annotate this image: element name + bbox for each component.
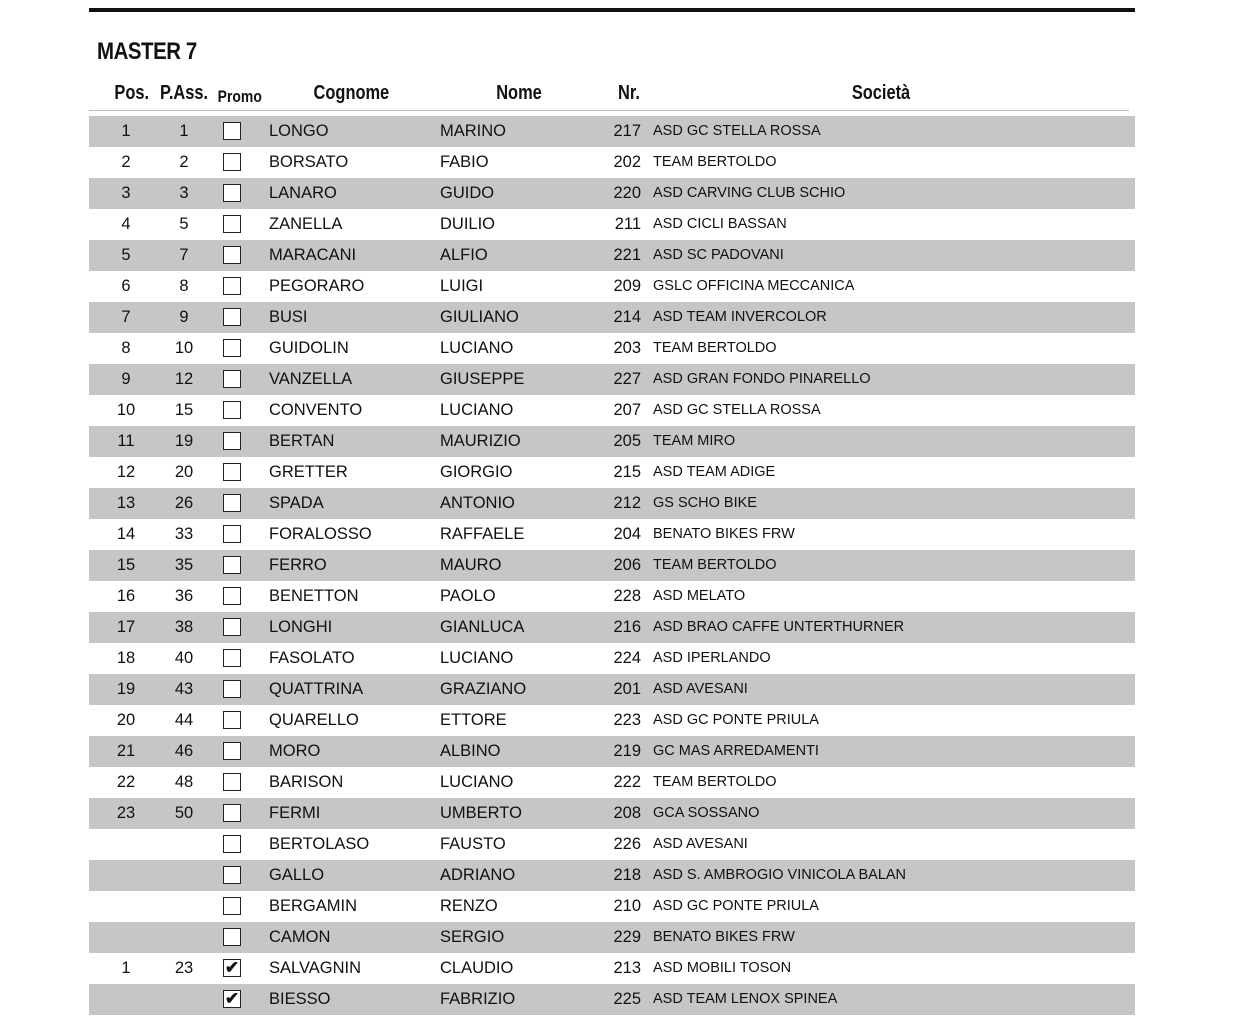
table-row [89, 953, 1135, 984]
cognome-cell: BENETTON [269, 587, 359, 605]
promo-checkbox[interactable] [223, 649, 241, 667]
societa-cell: ASD GC PONTE PRIULA [653, 898, 819, 914]
nr-cell: 220 [613, 184, 641, 202]
table-row [89, 891, 1135, 922]
pos-cell [105, 829, 147, 860]
societa-cell: ASD CARVING CLUB SCHIO [653, 185, 846, 201]
table-row [89, 488, 1135, 519]
nr-cell: 210 [613, 897, 641, 915]
nome-cell: MARINO [440, 122, 506, 140]
nr-cell: 223 [613, 711, 641, 729]
page-title: MASTER 7 [97, 38, 197, 65]
promo-checkbox[interactable] [223, 370, 241, 388]
table-row [89, 798, 1135, 829]
table-row [89, 922, 1135, 953]
check-icon: ✔ [224, 989, 240, 1008]
table-row [89, 147, 1135, 178]
table-row [89, 984, 1135, 1015]
nr-cell: 203 [613, 339, 641, 357]
nome-cell: LUIGI [440, 277, 484, 295]
nome-cell: GRAZIANO [440, 680, 527, 698]
table-row [89, 178, 1135, 209]
pass-cell: 19 [174, 432, 194, 450]
pass-cell [163, 829, 205, 860]
societa-cell: ASD GC STELLA ROSSA [653, 123, 821, 139]
pos-cell: 15 [116, 556, 136, 574]
pass-cell: 44 [174, 711, 194, 729]
nome-cell: CLAUDIO [440, 959, 514, 977]
nr-cell: 209 [613, 277, 641, 295]
pos-cell: 16 [116, 587, 136, 605]
nome-cell: LUCIANO [440, 401, 514, 419]
pos-cell [105, 860, 147, 891]
pos-cell: 23 [116, 804, 136, 822]
cognome-cell: FASOLATO [269, 649, 355, 667]
promo-checkbox[interactable] [223, 928, 241, 946]
nr-cell: 227 [613, 370, 641, 388]
nr-cell: 204 [613, 525, 641, 543]
promo-checkbox[interactable] [223, 277, 241, 295]
table-row [89, 302, 1135, 333]
societa-cell: ASD MOBILI TOSON [653, 960, 792, 976]
pos-cell [105, 922, 147, 953]
top-rule [89, 8, 1135, 12]
pass-cell [163, 891, 205, 922]
pos-cell: 3 [121, 184, 131, 202]
pass-cell: 3 [179, 184, 189, 202]
societa-cell: ASD TEAM INVERCOLOR [653, 309, 827, 325]
nr-cell: 202 [613, 153, 641, 171]
promo-checkbox[interactable] [223, 339, 241, 357]
promo-checkbox[interactable] [223, 835, 241, 853]
pos-cell: 17 [116, 618, 136, 636]
table-row [89, 209, 1135, 240]
nr-cell: 224 [613, 649, 641, 667]
promo-checkbox[interactable] [223, 153, 241, 171]
societa-cell: GCA SOSSANO [653, 805, 760, 821]
societa-cell: ASD IPERLANDO [653, 650, 771, 666]
promo-checkbox[interactable] [223, 463, 241, 481]
cognome-cell: QUARELLO [269, 711, 359, 729]
nr-cell: 211 [614, 215, 641, 233]
nome-cell: FABIO [440, 153, 489, 171]
pos-cell: 14 [116, 525, 136, 543]
promo-checkbox[interactable] [223, 525, 241, 543]
nr-cell: 225 [613, 990, 641, 1008]
nome-cell: ETTORE [440, 711, 507, 729]
pass-cell: 20 [174, 463, 194, 481]
pass-cell: 7 [179, 246, 189, 264]
nr-cell: 213 [613, 959, 641, 977]
pass-cell: 33 [174, 525, 194, 543]
nr-cell: 205 [613, 432, 641, 450]
promo-checkbox[interactable] [223, 122, 241, 140]
pos-cell: 13 [116, 494, 136, 512]
societa-cell: TEAM MIRO [653, 433, 736, 449]
nr-cell: 208 [613, 804, 641, 822]
pos-cell [105, 984, 147, 1015]
promo-checkbox[interactable] [223, 680, 241, 698]
promo-checkbox[interactable] [223, 308, 241, 326]
table-row [89, 829, 1135, 860]
cognome-cell: SALVAGNIN [269, 959, 361, 977]
nr-cell: 212 [613, 494, 641, 512]
cognome-cell: BARISON [269, 773, 344, 791]
cognome-cell: PEGORARO [269, 277, 365, 295]
promo-checkbox[interactable] [223, 742, 241, 760]
promo-checkbox[interactable] [223, 990, 241, 1008]
promo-checkbox[interactable] [223, 494, 241, 512]
pos-cell: 1 [121, 122, 131, 140]
cognome-cell: BERGAMIN [269, 897, 358, 915]
pass-cell: 26 [174, 494, 194, 512]
nome-cell: LUCIANO [440, 649, 514, 667]
pos-cell: 11 [117, 432, 135, 450]
table-row [89, 705, 1135, 736]
cognome-cell: LANARO [269, 184, 337, 202]
table-row [89, 426, 1135, 457]
table-row [89, 395, 1135, 426]
table-row [89, 550, 1135, 581]
nr-cell: 217 [613, 122, 641, 140]
nome-cell: ALBINO [440, 742, 501, 760]
cognome-cell: FERRO [269, 556, 327, 574]
societa-cell: ASD TEAM ADIGE [653, 464, 776, 480]
societa-cell: ASD BRAO CAFFE UNTERTHURNER [653, 619, 905, 635]
header-cognome: Cognome [313, 82, 390, 104]
table-row [89, 364, 1135, 395]
promo-checkbox[interactable] [223, 432, 241, 450]
nr-cell: 222 [613, 773, 641, 791]
cognome-cell: BIESSO [269, 990, 331, 1008]
nome-cell: FAUSTO [440, 835, 506, 853]
societa-cell: ASD S. AMBROGIO VINICOLA BALAN [653, 867, 907, 883]
promo-checkbox[interactable] [223, 618, 241, 636]
nome-cell: GIORGIO [440, 463, 513, 481]
cognome-cell: BUSI [269, 308, 308, 326]
cognome-cell: BERTOLASO [269, 835, 370, 853]
pass-cell: 12 [174, 370, 194, 388]
cognome-cell: GRETTER [269, 463, 348, 481]
societa-cell: GSLC OFFICINA MECCANICA [653, 278, 855, 294]
table-row [89, 736, 1135, 767]
promo-checkbox[interactable] [223, 959, 241, 977]
cognome-cell: CONVENTO [269, 401, 363, 419]
nr-cell: 226 [613, 835, 641, 853]
pos-cell: 12 [116, 463, 136, 481]
societa-cell: GS SCHO BIKE [653, 495, 757, 511]
header-pos: Pos. [114, 82, 150, 104]
nome-cell: LUCIANO [440, 339, 514, 357]
pass-cell: 40 [174, 649, 194, 667]
promo-checkbox[interactable] [223, 711, 241, 729]
societa-cell: ASD CICLI BASSAN [653, 216, 787, 232]
nome-cell: ALFIO [440, 246, 488, 264]
promo-checkbox[interactable] [223, 215, 241, 233]
promo-checkbox[interactable] [223, 401, 241, 419]
pass-cell: 46 [174, 742, 194, 760]
nome-cell: ANTONIO [440, 494, 515, 512]
pass-cell: 43 [174, 680, 194, 698]
table-row [89, 457, 1135, 488]
societa-cell: TEAM BERTOLDO [653, 340, 777, 356]
table-row [89, 240, 1135, 271]
nome-cell: GIULIANO [440, 308, 519, 326]
nome-cell: RENZO [440, 897, 498, 915]
societa-cell: TEAM BERTOLDO [653, 557, 777, 573]
pos-cell: 1 [121, 959, 131, 977]
nr-cell: 214 [613, 308, 641, 326]
cognome-cell: GALLO [269, 866, 325, 884]
cognome-cell: QUATTRINA [269, 680, 364, 698]
table-row [89, 116, 1135, 147]
pos-cell: 8 [121, 339, 131, 357]
header-pass: P.Ass. [160, 82, 209, 104]
cognome-cell: FERMI [269, 804, 321, 822]
promo-checkbox[interactable] [223, 587, 241, 605]
nome-cell: SERGIO [440, 928, 505, 946]
pos-cell: 10 [116, 401, 136, 419]
nome-cell: GIANLUCA [440, 618, 525, 636]
pos-cell: 9 [121, 370, 131, 388]
pass-cell: 10 [174, 339, 194, 357]
nome-cell: MAURO [440, 556, 502, 574]
table-row [89, 333, 1135, 364]
promo-checkbox[interactable] [223, 556, 241, 574]
promo-checkbox[interactable] [223, 246, 241, 264]
societa-cell: ASD GC STELLA ROSSA [653, 402, 821, 418]
societa-cell: TEAM BERTOLDO [653, 154, 777, 170]
header-nr: Nr. [618, 82, 640, 104]
table-row [89, 860, 1135, 891]
header-nome: Nome [496, 82, 542, 104]
table-row [89, 519, 1135, 550]
pass-cell: 38 [174, 618, 194, 636]
promo-checkbox[interactable] [223, 866, 241, 884]
societa-cell: ASD TEAM LENOX SPINEA [653, 991, 838, 1007]
pos-cell: 19 [116, 680, 136, 698]
cognome-cell: LONGO [269, 122, 329, 140]
societa-cell: ASD AVESANI [653, 681, 748, 697]
nr-cell: 229 [613, 928, 641, 946]
pass-cell: 9 [179, 308, 189, 326]
cognome-cell: MARACANI [269, 246, 357, 264]
table-row [89, 612, 1135, 643]
pass-cell: 48 [174, 773, 194, 791]
cognome-cell: CAMON [269, 928, 331, 946]
check-icon: ✔ [224, 958, 240, 977]
nr-cell: 201 [613, 680, 641, 698]
table-row [89, 767, 1135, 798]
pos-cell: 5 [121, 246, 131, 264]
cognome-cell: SPADA [269, 494, 324, 512]
pos-cell: 20 [116, 711, 136, 729]
nr-cell: 216 [613, 618, 641, 636]
nome-cell: PAOLO [440, 587, 496, 605]
pass-cell: 50 [174, 804, 194, 822]
pass-cell [163, 922, 205, 953]
nome-cell: GIUSEPPE [440, 370, 525, 388]
pass-cell: 35 [174, 556, 194, 574]
pos-cell: 6 [121, 277, 131, 295]
table-row [89, 581, 1135, 612]
table-row [89, 674, 1135, 705]
societa-cell: ASD AVESANI [653, 836, 748, 852]
nome-cell: ADRIANO [440, 866, 516, 884]
pass-cell: 1 [179, 122, 189, 140]
societa-cell: TEAM BERTOLDO [653, 774, 777, 790]
societa-cell: ASD SC PADOVANI [653, 247, 784, 263]
header-divider [89, 110, 1129, 111]
promo-checkbox[interactable] [223, 804, 241, 822]
nome-cell: RAFFAELE [440, 525, 525, 543]
nr-cell: 221 [613, 246, 641, 264]
table-row [89, 271, 1135, 302]
societa-cell: GC MAS ARREDAMENTI [653, 743, 819, 759]
promo-checkbox[interactable] [223, 897, 241, 915]
header-promo: Promo [217, 87, 262, 106]
pass-cell: 15 [174, 401, 194, 419]
societa-cell: ASD GRAN FONDO PINARELLO [653, 371, 871, 387]
promo-checkbox[interactable] [223, 184, 241, 202]
nome-cell: LUCIANO [440, 773, 514, 791]
cognome-cell: BORSATO [269, 153, 349, 171]
promo-checkbox[interactable] [223, 773, 241, 791]
societa-cell: ASD MELATO [653, 588, 746, 604]
cognome-cell: GUIDOLIN [269, 339, 349, 357]
nr-cell: 219 [613, 742, 641, 760]
pass-cell: 5 [179, 215, 189, 233]
pos-cell: 22 [116, 773, 136, 791]
pass-cell: 36 [174, 587, 194, 605]
pos-cell: 4 [121, 215, 131, 233]
nome-cell: MAURIZIO [440, 432, 521, 450]
nr-cell: 207 [613, 401, 641, 419]
pos-cell: 18 [116, 649, 136, 667]
cognome-cell: MORO [269, 742, 321, 760]
pass-cell: 23 [174, 959, 194, 977]
table-row [89, 643, 1135, 674]
pos-cell: 7 [121, 308, 131, 326]
results-table [89, 116, 1135, 1015]
nr-cell: 215 [613, 463, 641, 481]
pos-cell [105, 891, 147, 922]
pos-cell: 21 [116, 742, 136, 760]
cognome-cell: ZANELLA [269, 215, 343, 233]
header-societa: Società [851, 82, 911, 104]
cognome-cell: FORALOSSO [269, 525, 372, 543]
nr-cell: 206 [613, 556, 641, 574]
societa-cell: BENATO BIKES FRW [653, 526, 795, 542]
cognome-cell: BERTAN [269, 432, 335, 450]
pass-cell: 8 [179, 277, 189, 295]
societa-cell: ASD GC PONTE PRIULA [653, 712, 819, 728]
societa-cell: BENATO BIKES FRW [653, 929, 795, 945]
nome-cell: GUIDO [440, 184, 495, 202]
nr-cell: 218 [613, 866, 641, 884]
nome-cell: DUILIO [440, 215, 496, 233]
pass-cell [163, 984, 205, 1015]
nome-cell: UMBERTO [440, 804, 522, 822]
pass-cell [163, 860, 205, 891]
nome-cell: FABRIZIO [440, 990, 516, 1008]
pos-cell: 2 [121, 153, 131, 171]
nr-cell: 228 [613, 587, 641, 605]
pass-cell: 2 [179, 153, 189, 171]
cognome-cell: LONGHI [269, 618, 333, 636]
cognome-cell: VANZELLA [269, 370, 353, 388]
